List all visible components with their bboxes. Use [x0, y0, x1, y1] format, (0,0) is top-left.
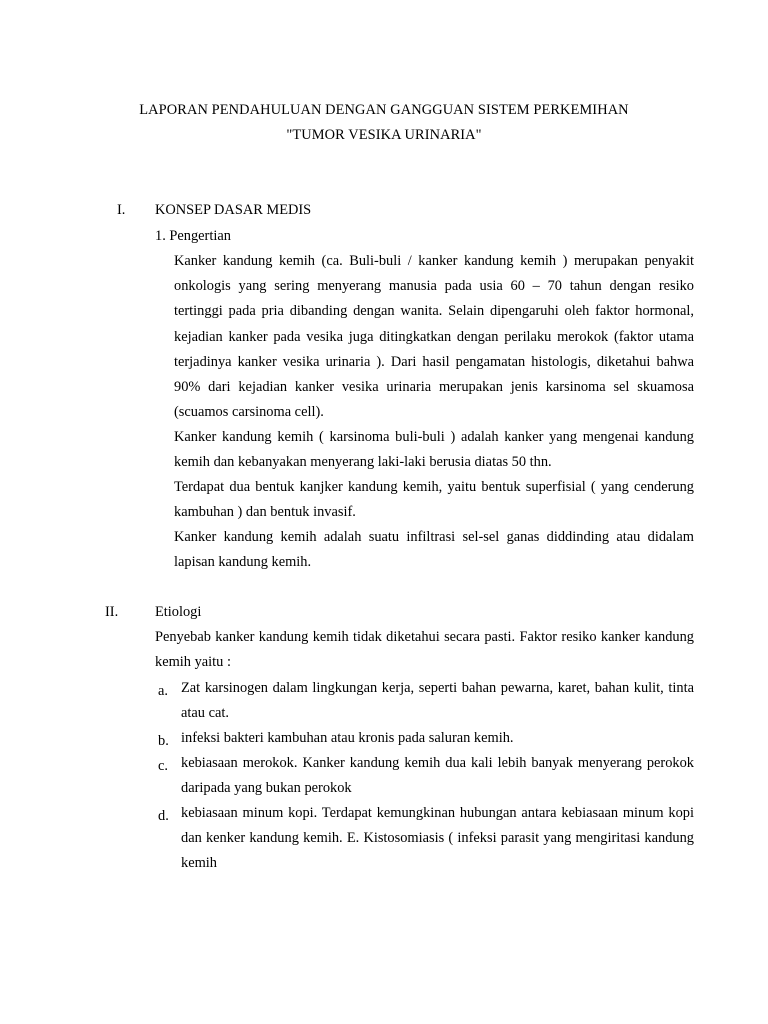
section1-numeral: I.	[117, 202, 126, 218]
section2-intro: Penyebab kanker kandung kemih tidak diketahui secara pasti. Faktor resiko kanker kandung kemih yaitu :	[155, 629, 694, 671]
section2-heading: Etiologi	[155, 604, 202, 620]
section1-paragraph-2: Kanker kandung kemih ( karsinoma buli-buli ) adalah kanker yang mengenai kandung kemih dan kebanyakan menyerang laki-laki berusia diatas 50 thn.	[174, 429, 694, 471]
list-item-d-marker: d.	[158, 808, 169, 824]
list-item-b-text: infeksi bakteri kambuhan atau kronis pada saluran kemih.	[181, 730, 514, 746]
list-item-c-marker: c.	[158, 758, 168, 774]
section2-numeral: II.	[105, 604, 119, 620]
section1-paragraph-4: Kanker kandung kemih adalah suatu infiltrasi sel-sel ganas diddinding atau didalam lapisan kandung kemih.	[174, 529, 694, 571]
section1-subheading: 1. Pengertian	[155, 228, 231, 244]
list-item-a-text: Zat karsinogen dalam lingkungan kerja, seperti bahan pewarna, karet, bahan kulit, tinta atau cat.	[181, 680, 694, 722]
list-item-d-text: kebiasaan minum kopi. Terdapat kemungkinan hubungan antara kebiasaan minum kopi dan kenker kandung kemih. E. Kistosomiasis ( infeksi parasit yang mengiritasi kandung kemih	[181, 805, 694, 872]
section1-heading: KONSEP DASAR MEDIS	[155, 202, 312, 218]
document-title-line1: LAPORAN PENDAHULUAN DENGAN GANGGUAN SISTEM PERKEMIHAN	[139, 102, 629, 118]
section1-paragraph-1: Kanker kandung kemih (ca. Buli-buli / kanker kandung kemih ) merupakan penyakit onkologis yang sering menyerang manusia pada usia 60 – 70 tahun dengan resiko tertinggi pada pria dibanding dengan wanita. Selain dipengaruhi oleh faktor hormonal, kejadian kanker pada vesika juga ditingkatkan dengan perilaku merokok (faktor utama terjadinya kanker vesika urinaria ). Dari hasil pengamatan histologis, diketahui bahwa 90% dari kejadian kanker vesika urinaria merupakan jenis karsinoma sel skuamosa (scuamos carsinoma cell).	[174, 253, 694, 421]
document-title-line2: "TUMOR VESIKA URINARIA"	[286, 127, 482, 143]
list-item-a-marker: a.	[158, 683, 168, 699]
section1-paragraph-3: Terdapat dua bentuk kanjker kandung kemih, yaitu bentuk superfisial ( yang cenderung kambuhan ) dan bentuk invasif.	[174, 479, 694, 521]
list-item-b-marker: b.	[158, 733, 169, 749]
list-item-c-text: kebiasaan merokok. Kanker kandung kemih dua kali lebih banyak menyerang perokok daripada yang bukan perokok	[181, 755, 694, 797]
